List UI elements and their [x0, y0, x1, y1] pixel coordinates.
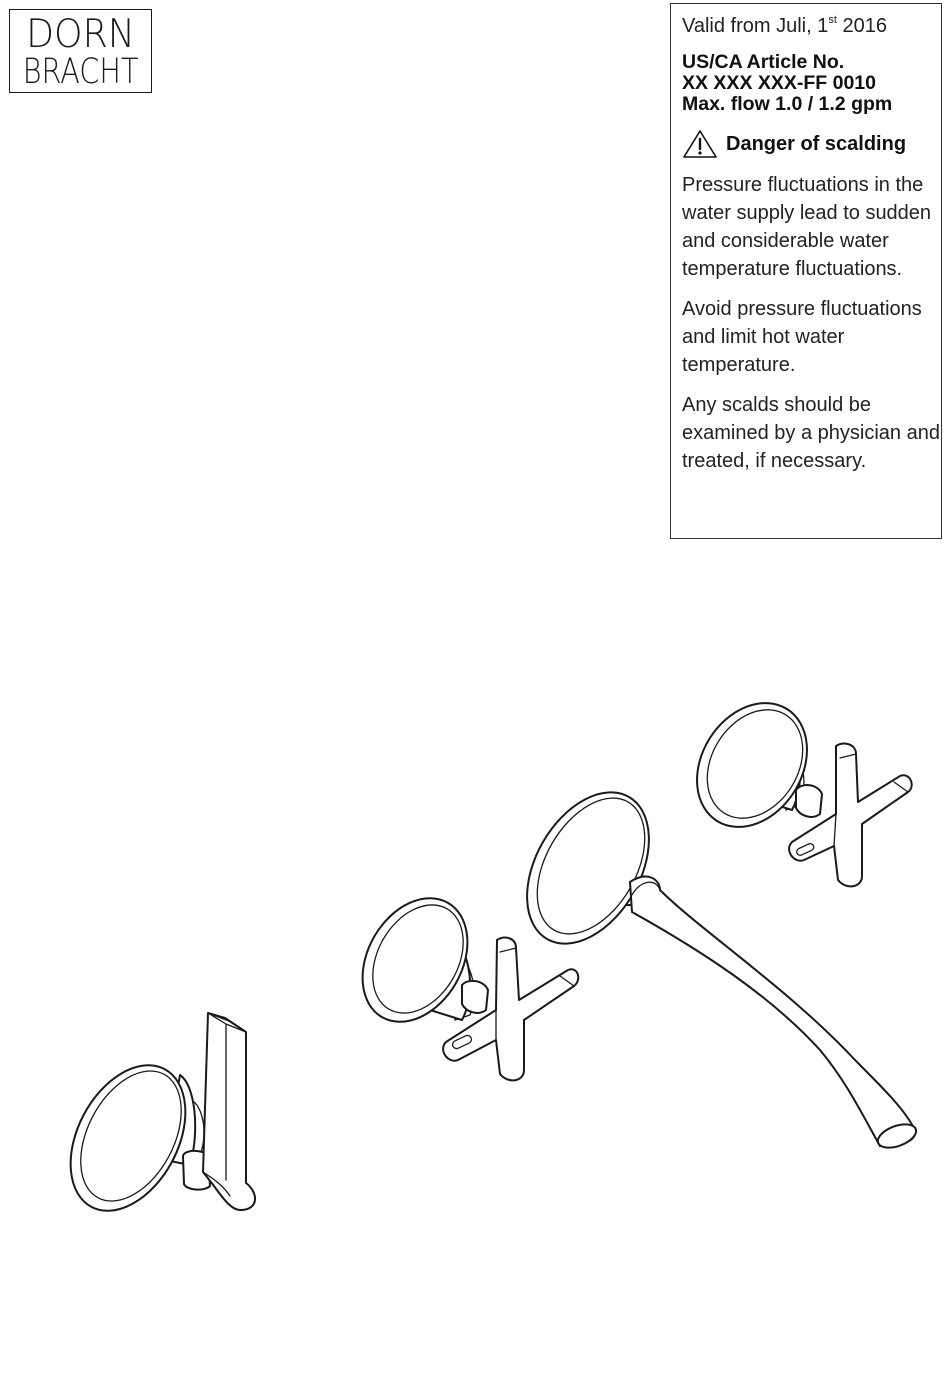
- paragraph-avoid: Avoid pressure fluctuations and limit hot water temperature.: [682, 298, 922, 376]
- valid-prefix: Valid from Juli, 1: [682, 15, 829, 37]
- lever-handle: [47, 1013, 255, 1230]
- logo-line-bracht: BRACHT: [22, 52, 139, 92]
- warning-triangle-icon: [682, 129, 718, 159]
- article-number: XX XXX XXX-FF 0010: [682, 72, 877, 94]
- article-block: [682, 52, 941, 115]
- safety-info-box: [670, 3, 942, 539]
- cross-handle-left: [341, 879, 578, 1080]
- max-flow: Max. flow 1.0 / 1.2 gpm: [682, 93, 893, 115]
- article-label: US/CA Article No.: [682, 51, 845, 73]
- danger-heading: [682, 129, 941, 159]
- dornbracht-logo: [9, 9, 152, 93]
- paragraph-scalds: Any scalds should be examined by a physician and treated, if necessary.: [682, 394, 940, 472]
- valid-date: [682, 14, 941, 38]
- logo-line-dorn: DORN: [26, 12, 135, 57]
- danger-title: Danger of scalding: [726, 132, 907, 155]
- valid-superscript: st: [828, 14, 837, 26]
- valid-suffix: 2016: [836, 15, 887, 37]
- cross-handle-right: [675, 683, 912, 887]
- paragraph-pressure: Pressure fluctuations in the water supply lead to sudden and considerable water temperature fluctuations.: [682, 174, 932, 280]
- spout: [502, 771, 919, 1152]
